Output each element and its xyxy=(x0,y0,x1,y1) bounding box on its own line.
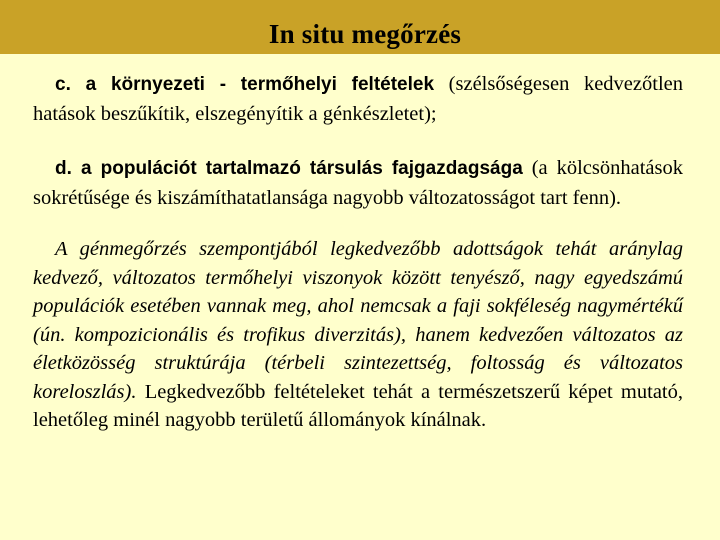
paragraph-d xyxy=(33,154,683,212)
slide-body xyxy=(33,70,683,435)
title-bar xyxy=(0,0,720,54)
paragraph-d-keyword: d. a populációt tartalmazó társulás fajgazdagsága xyxy=(55,158,523,179)
paragraph-d-text: (a kölcsönhatások sokrétűsége és kiszámíthatatlansága nagyobb változatosságot tart fenn). xyxy=(33,157,683,209)
paragraph-conclusion-italic: A génmegőrzés szempontjából legkedvezőbb adottságok tehát aránylag kedvező, változatos termőhelyi viszonyok között tenyésző, nagy egyedszámú populációk esetében vannak meg, ahol nemcsak a faji sokféleség nagymértékű (ún. kompozicionális és trofikus diverzitás), hanem kedvezően változatos az életközösség struktúrája (térbeli szintezettség, foltosság és változatos koreloszlás). xyxy=(33,238,683,403)
slide-title: In situ megőrzés xyxy=(268,18,462,49)
paragraph-c-keyword: c. a környezeti - termőhelyi feltételek xyxy=(55,74,435,95)
paragraph-c xyxy=(33,70,683,128)
paragraph-c-text: (szélsőségesen kedvezőtlen hatások beszűkítik, elszegényítik a génkészletet); xyxy=(33,73,683,125)
paragraph-conclusion xyxy=(33,235,683,435)
paragraph-conclusion-text: Legkedvezőbb feltételeket tehát a természetszerű képet mutató, lehetőleg minél nagyobb területű állományok kínálnak. xyxy=(33,380,683,431)
